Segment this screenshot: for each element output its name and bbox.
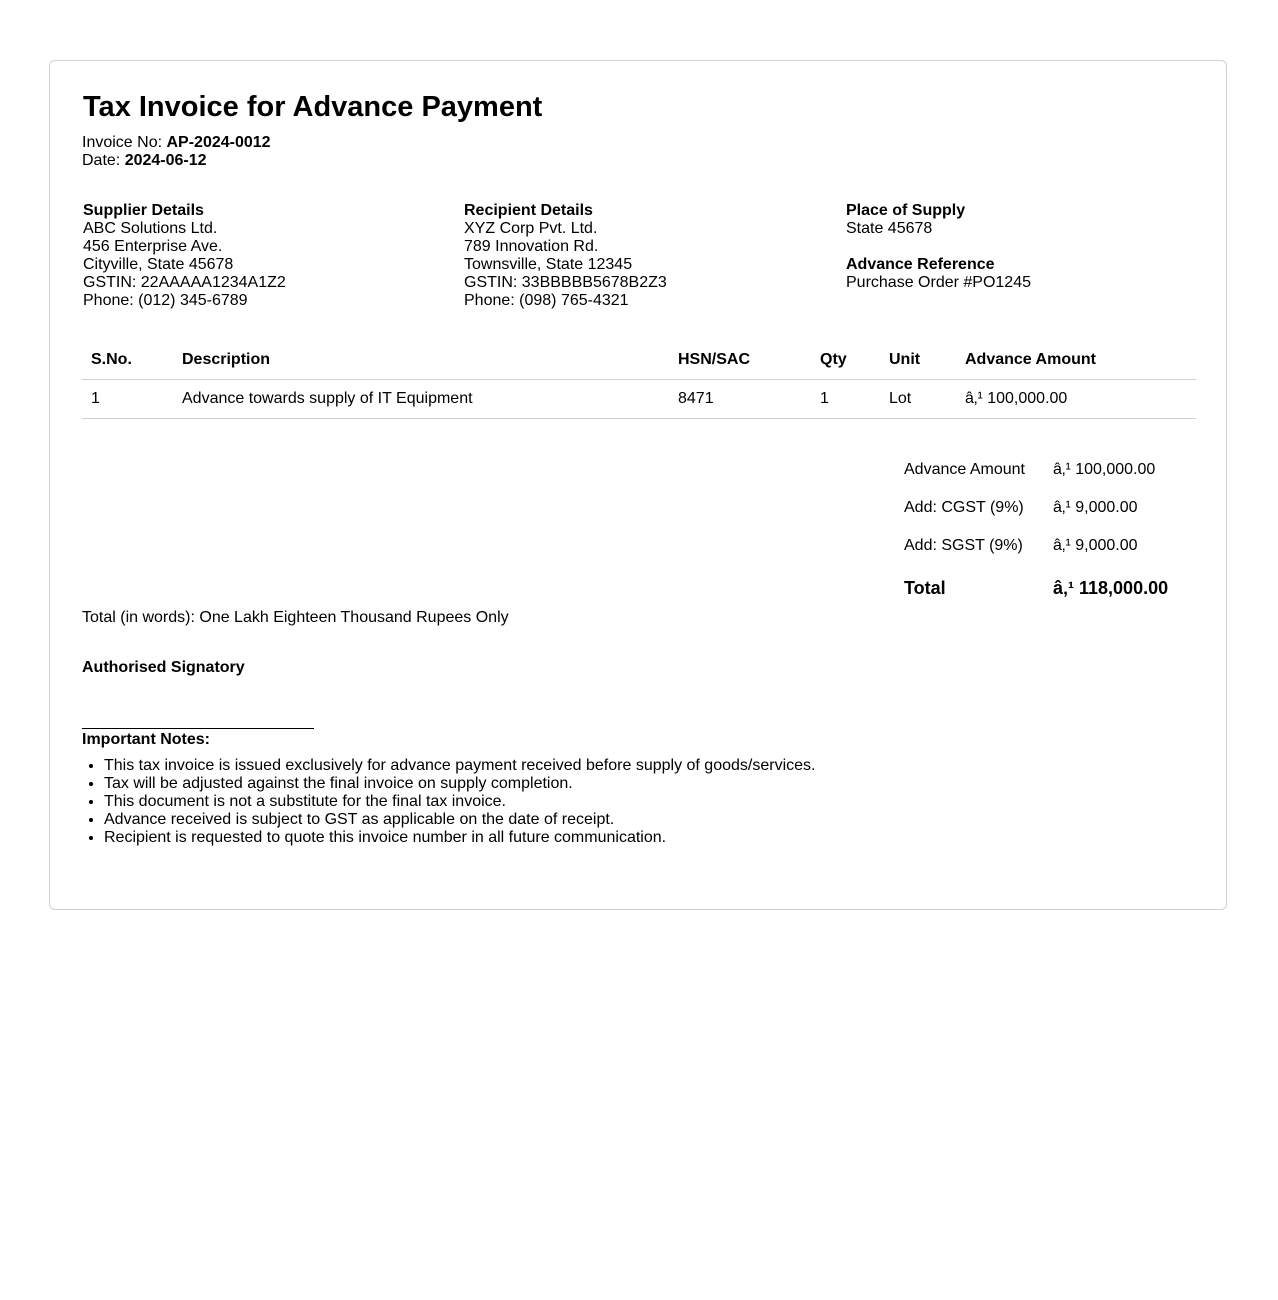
recipient-phone: Phone: (098) 765-4321: [464, 292, 629, 309]
cgst-label: Add: CGST (9%): [904, 499, 1024, 516]
totals-table: [904, 451, 1168, 611]
place-of-supply: State 45678: [846, 220, 933, 237]
cgst-value: â‚¹ 9,000.00: [1053, 499, 1138, 516]
list-item: • Advance received is subject to GST as applicable on the date of receipt.: [104, 811, 815, 829]
supplier-phone: Phone: (012) 345-6789: [83, 292, 248, 309]
recipient-heading: Recipient Details: [464, 202, 593, 219]
notes-heading: Important Notes:: [82, 731, 210, 748]
cell-unit: Lot: [880, 380, 956, 419]
cell-sno: 1: [82, 380, 173, 419]
advance-reference-heading: Advance Reference: [846, 256, 995, 273]
cell-advance-amount: â‚¹ 100,000.00: [956, 380, 1196, 419]
advance-amount-value: â‚¹ 100,000.00: [1053, 461, 1156, 478]
supplier-address-line2: Cityville, State 45678: [83, 256, 234, 273]
supplier-name: ABC Solutions Ltd.: [83, 220, 218, 237]
page-title: Tax Invoice for Advance Payment: [83, 91, 543, 123]
cell-description: Advance towards supply of IT Equipment: [173, 380, 669, 419]
totals-row-sgst: [904, 527, 1168, 565]
sgst-value: â‚¹ 9,000.00: [1053, 537, 1138, 554]
totals-row-cgst: [904, 489, 1168, 527]
column-header-advance-amount: Advance Amount: [956, 341, 1196, 380]
recipient-address-line1: 789 Innovation Rd.: [464, 238, 599, 255]
list-item: • This document is not a substitute for the final tax invoice.: [104, 793, 815, 811]
invoice-number-label: Invoice No:: [82, 134, 163, 151]
column-header-hsn-sac: HSN/SAC: [669, 341, 811, 380]
signature-line: [82, 728, 314, 729]
supply-details: [846, 202, 1031, 292]
totals-row-grand-total: [904, 565, 1168, 611]
invoice-date-label: Date:: [82, 152, 121, 169]
total-value: â‚¹ 118,000.00: [1053, 577, 1169, 598]
recipient-gstin: GSTIN: 33BBBBB5678B2Z3: [464, 274, 667, 291]
table-header-row: [82, 341, 1196, 380]
spacer: [846, 238, 1031, 256]
authorised-signatory: Authorised Signatory: [82, 659, 245, 676]
supplier-gstin: GSTIN: 22AAAAA1234A1Z2: [83, 274, 286, 291]
recipient-name: XYZ Corp Pvt. Ltd.: [464, 220, 598, 237]
supplier-address-line1: 456 Enterprise Ave.: [83, 238, 223, 255]
cell-qty: 1: [811, 380, 880, 419]
invoice-date: 2024-06-12: [124, 152, 207, 169]
column-header-sno: S.No.: [82, 341, 173, 380]
column-header-qty: Qty: [811, 341, 880, 380]
total-label: Total: [904, 577, 946, 598]
place-of-supply-heading: Place of Supply: [846, 202, 966, 219]
table-row: [82, 380, 1196, 419]
column-header-unit: Unit: [880, 341, 956, 380]
list-item: • Tax will be adjusted against the final invoice on supply completion.: [104, 775, 815, 793]
invoice-date-row: [82, 152, 271, 170]
amount-in-words: Total (in words): One Lakh Eighteen Thousand Rupees Only: [82, 609, 509, 626]
line-items-table: [82, 341, 1196, 419]
column-header-description: Description: [173, 341, 669, 380]
recipient-address-line2: Townsville, State 12345: [464, 256, 633, 273]
invoice-card: [49, 60, 1227, 910]
supplier-details: [83, 202, 286, 310]
invoice-number: AP-2024-0012: [166, 134, 271, 151]
totals-row-advance: [904, 451, 1168, 489]
sgst-label: Add: SGST (9%): [904, 537, 1023, 554]
list-item: • Recipient is requested to quote this invoice number in all future communication.: [104, 829, 815, 847]
advance-amount-label: Advance Amount: [904, 461, 1025, 478]
supplier-heading: Supplier Details: [83, 202, 204, 219]
list-item: • This tax invoice is issued exclusively for advance payment received before supply of goods/services.: [104, 757, 815, 775]
invoice-meta: [82, 134, 271, 170]
invoice-number-row: [82, 134, 271, 152]
advance-reference: Purchase Order #PO1245: [846, 274, 1031, 291]
cell-hsn-sac: 8471: [669, 380, 811, 419]
notes-list: [82, 757, 815, 847]
recipient-details: [464, 202, 667, 310]
